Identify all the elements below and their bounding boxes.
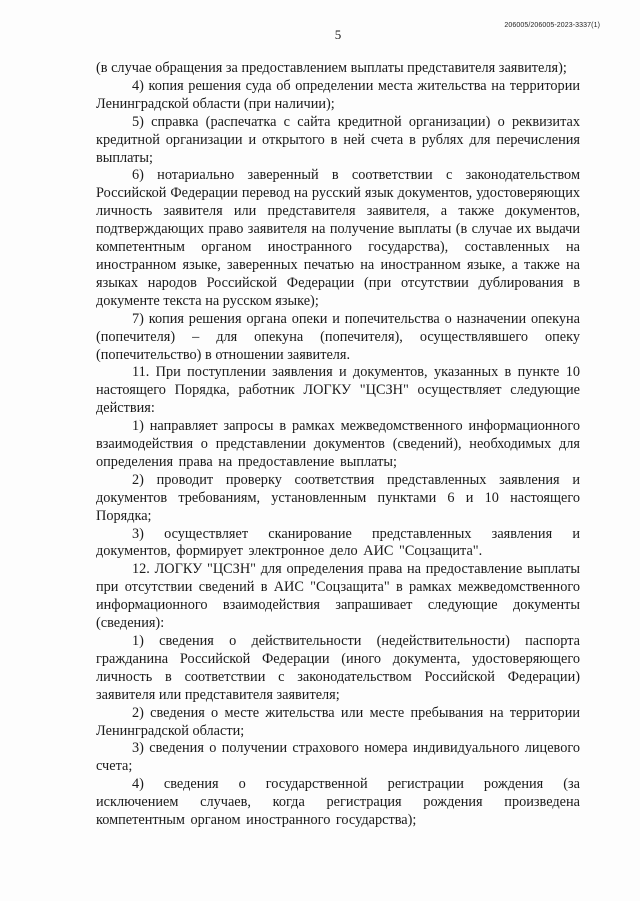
paragraph-item-7-guardianship: 7) копия решения органа опеки и попечительства о назначении опекуна (попечителя) – для опекуна (попечителя), осуществлявшего опеку (попечительство) в отношении заявителя. [96, 310, 580, 363]
paragraph-section-12: 12. ЛОГКУ "ЦСЗН" для определения права на предоставление выплаты при отсутствии сведений в АИС "Соцзащита" в рамках межведомственного информационного взаимодействия запрашивает следующие документы (сведения): [96, 561, 580, 632]
paragraph-12-item-1: 1) сведения о действительности (недействительности) паспорта гражданина Российской Федерации (иного документа, удостоверяющего личность в соответствии с законодательством Российской Федерации) заявителя или представителя заявителя; [96, 633, 580, 703]
paragraph-item-4-court-decision: 4) копия решения суда об определении места жительства на территории Ленинградской области (при наличии); [96, 77, 580, 112]
paragraph-12-item-2: 2) сведения о месте жительства или месте пребывания на территории Ленинградской области; [96, 704, 580, 739]
paragraph-continuation: (в случае обращения за предоставлением выплаты представителя заявителя); [96, 60, 567, 76]
paragraph-12-item-4: 4) сведения о государственной регистрации рождения (за исключением случаев, когда регистрация рождения произведена компетентным органом иностранного государства); [96, 776, 580, 829]
document-body [96, 60, 580, 830]
paragraph-item-6-notarized-translation: 6) нотариально заверенный в соответствии с законодательством Российской Федерации перевод на русский язык документов, удостоверяющих личность заявителя или представителя заявителя, а также документов, подтверждающих право заявителя на получение выплаты (в случае их выдачи компетентным органом иностранного государства), составленных на иностранном языке, заверенных печатью на иностранном языке, а также на языках народов Российской Федерации (при отсутствии дублирования в документе текста на русском языке); [96, 167, 580, 309]
paragraph-item-5-bank-details: 5) справка (распечатка с сайта кредитной организации) о реквизитах кредитной организации и открытого в ней счета в рублях для перечисления выплаты; [96, 113, 580, 166]
document-id: 206005/206005-2023-3337(1) [504, 22, 600, 29]
paragraph-11-item-2: 2) проводит проверку соответствия представленных заявления и документов требованиям, установленным пунктами 6 и 10 настоящего Порядка; [96, 471, 580, 524]
paragraph-section-11: 11. При поступлении заявления и документов, указанных в пункте 10 настоящего Порядка, работник ЛОГКУ "ЦСЗН" осуществляет следующие действия: [96, 364, 580, 417]
page-number: 5 [334, 27, 342, 42]
paragraph-12-item-3: 3) сведения о получении страхового номера индивидуального лицевого счета; [96, 740, 580, 775]
paragraph-11-item-1: 1) направляет запросы в рамках межведомственного информационного взаимодействия о представлении документов (сведений), необходимых для определения права на предоставление выплаты; [96, 418, 580, 470]
paragraph-11-item-3: 3) осуществляет сканирование представленных заявления и документов, формирует электронное дело АИС "Соцзащита". [96, 525, 580, 560]
